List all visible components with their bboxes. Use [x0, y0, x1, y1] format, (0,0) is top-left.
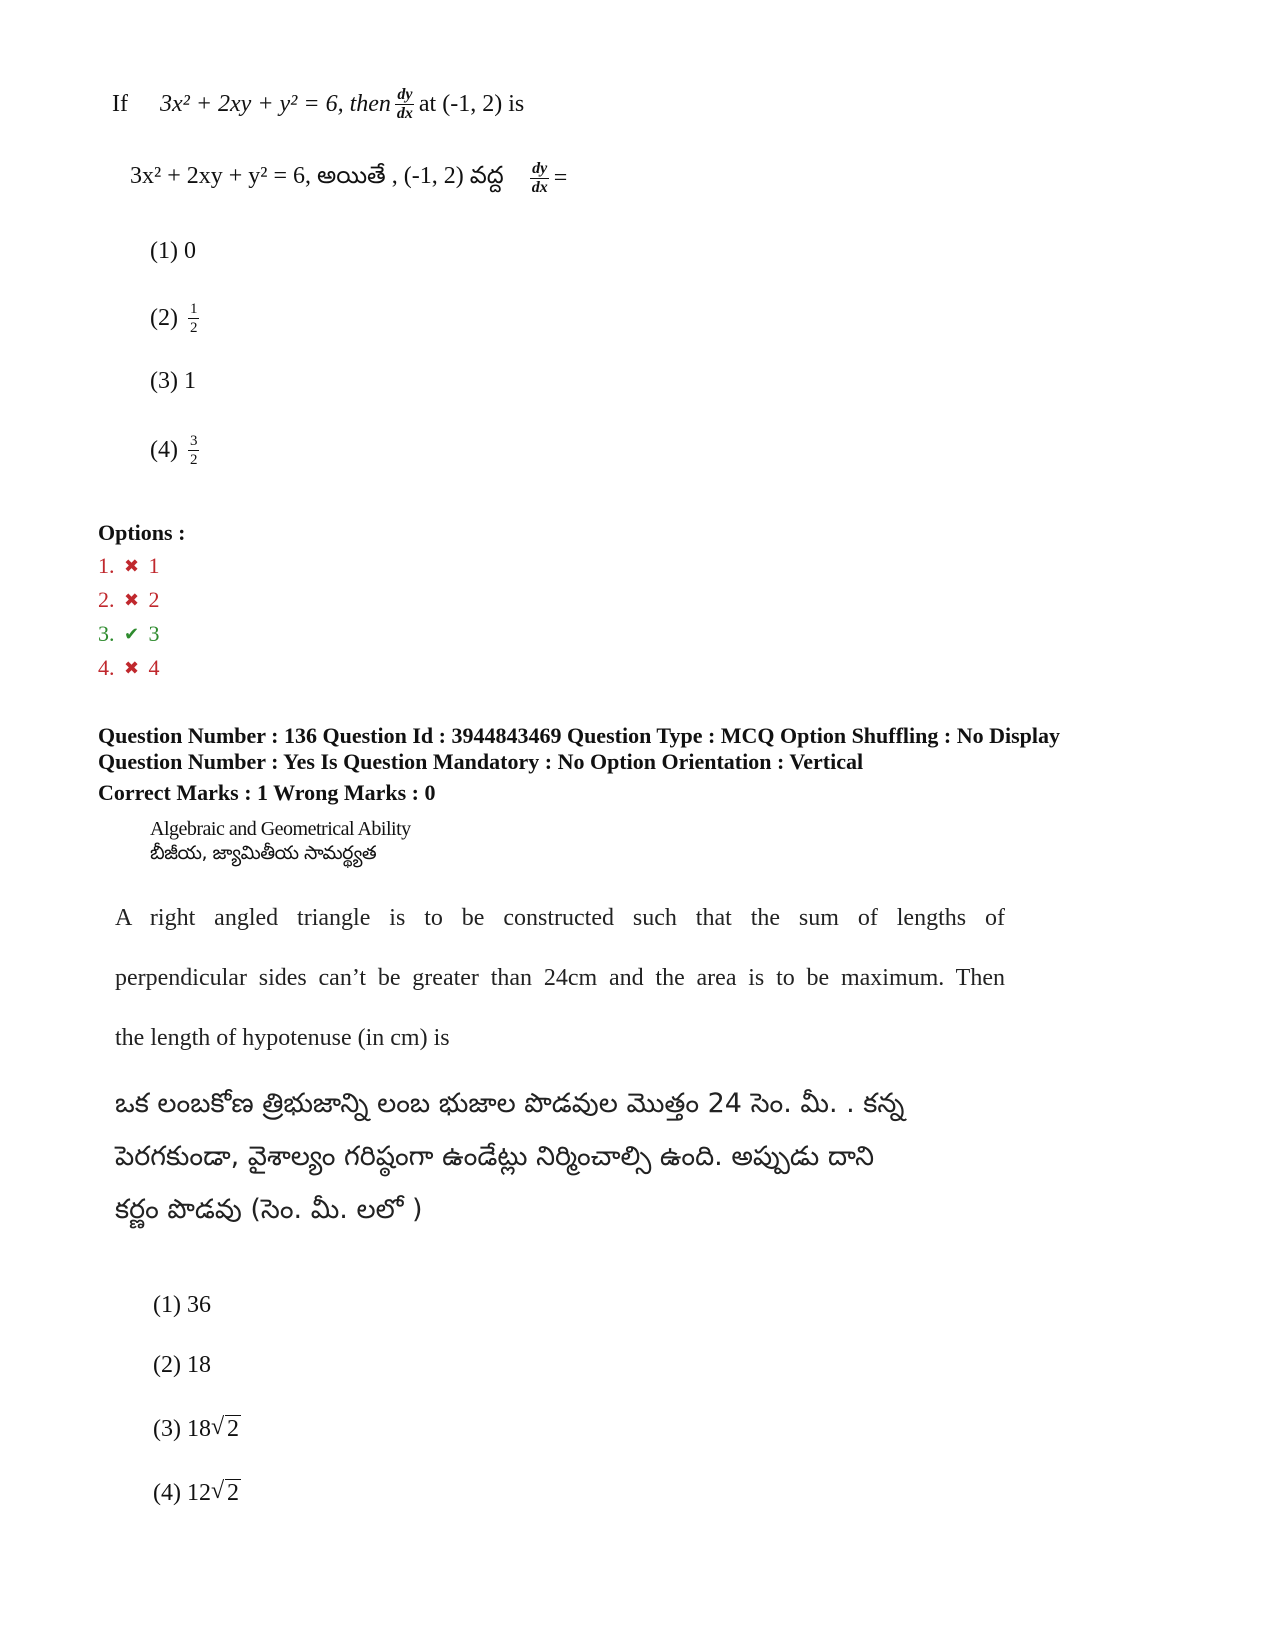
frac-denominator: dx — [531, 179, 548, 196]
question-line-2: perpendicular sides can’t be greater than 24cm and the area is to be maximum. Then — [115, 965, 1005, 991]
choice-1 — [153, 1292, 211, 1319]
question-telugu-line-3: కర్ణం పొడవు (సెం. మీ. లలో ) — [115, 1194, 423, 1225]
choice-label: (4) — [150, 437, 178, 463]
choice-label: (2) — [150, 305, 178, 331]
sqrt-symbol — [211, 1416, 241, 1443]
prev-question-equation: 3x² + 2xy + y² = 6, then — [159, 91, 391, 117]
choice-fraction — [188, 432, 200, 469]
cross-icon: ✖ — [123, 657, 140, 678]
frac-numerator: 3 — [189, 433, 198, 449]
prev-choice-3 — [150, 368, 196, 395]
frac-denominator: dx — [396, 105, 413, 122]
topic-english: Algebraic and Geometrical Ability — [150, 818, 411, 840]
choice-value: 1 — [183, 368, 196, 394]
sqrt-symbol — [211, 1480, 241, 1507]
check-icon: ✔ — [123, 623, 140, 644]
choice-value: 0 — [183, 238, 196, 264]
option-value: 4 — [148, 655, 160, 680]
answer-option-4 — [98, 655, 160, 681]
question-marks: Correct Marks : 1 Wrong Marks : 0 — [98, 780, 436, 805]
choice-value: 18 — [186, 1352, 211, 1378]
cross-icon: ✖ — [123, 589, 140, 610]
question-telugu-line-2: పెరగకుండా, వైశాల్యం గరిష్ఠంగా ఉండేట్లు నిర్మించాల్సి ఉంది. అప్పుడు దాని — [115, 1141, 875, 1172]
choice-label: (1) — [150, 238, 178, 264]
option-value: 1 — [148, 553, 160, 578]
answer-option-2 — [98, 587, 160, 613]
topic-telugu: బీజీయ, జ్యామితీయ సామర్థ్యత — [150, 842, 377, 864]
question-line-1: A right angled triangle is to be constructed such that the sum of lengths of — [115, 905, 1005, 931]
prev-question-telugu-equation: 3x² + 2xy + y² = 6, అయితే , (-1, 2) వద్ద — [130, 163, 504, 189]
option-number: 1. — [98, 553, 115, 578]
prev-choice-4 — [150, 432, 203, 469]
option-number: 4. — [98, 655, 115, 680]
question-meta-line-2: Question Number : Yes Is Question Mandatory : No Option Orientation : Vertical — [98, 749, 864, 774]
choice-value: 36 — [186, 1292, 211, 1318]
options-title: Options : — [98, 520, 186, 545]
choice-label: (4) — [153, 1480, 181, 1506]
option-value: 2 — [148, 587, 160, 612]
prev-question-prefix: If — [112, 91, 128, 117]
prev-question-suffix: at (-1, 2) is — [418, 91, 525, 117]
question-meta-line-1: Question Number : 136 Question Id : 3944843469 Question Type : MCQ Option Shuffling : No Display — [98, 723, 1061, 748]
choice-label: (3) — [153, 1416, 181, 1442]
frac-numerator: dy — [532, 160, 548, 177]
cross-icon: ✖ — [123, 555, 140, 576]
choice-label: (3) — [150, 368, 178, 394]
choice-label: (1) — [153, 1292, 181, 1318]
choice-2 — [153, 1352, 211, 1379]
prev-question-telugu-suffix: = — [553, 165, 568, 191]
radicand: 2 — [226, 1416, 239, 1442]
option-number: 3. — [98, 621, 115, 646]
question-line-3: the length of hypotenuse (in cm) is — [115, 1025, 450, 1051]
choice-coefficient: 12 — [186, 1480, 211, 1506]
choice-4 — [153, 1480, 241, 1507]
prev-question-telugu — [130, 160, 567, 197]
frac-denominator: 2 — [189, 320, 198, 336]
radicand: 2 — [226, 1480, 239, 1506]
question-telugu-line-1: ఒక లంబకోణ త్రిభుజాన్ని లంబ భుజాల పొడవుల మొత్తం 24 సెం. మీ. . కన్న — [115, 1088, 905, 1119]
frac-numerator: 1 — [189, 301, 198, 317]
choice-label: (2) — [153, 1352, 181, 1378]
prev-choice-2 — [150, 300, 203, 337]
prev-question-derivative — [395, 86, 415, 123]
frac-denominator: 2 — [189, 452, 198, 468]
choice-fraction — [188, 300, 200, 337]
frac-numerator: dy — [397, 86, 413, 103]
choice-3 — [153, 1416, 241, 1443]
answer-option-1 — [98, 553, 160, 579]
option-value: 3 — [148, 621, 160, 646]
prev-question-telugu-derivative — [530, 160, 550, 197]
option-number: 2. — [98, 587, 115, 612]
prev-question-english — [112, 86, 524, 123]
answer-option-3 — [98, 621, 160, 647]
choice-coefficient: 18 — [186, 1416, 211, 1442]
prev-choice-1 — [150, 238, 196, 265]
